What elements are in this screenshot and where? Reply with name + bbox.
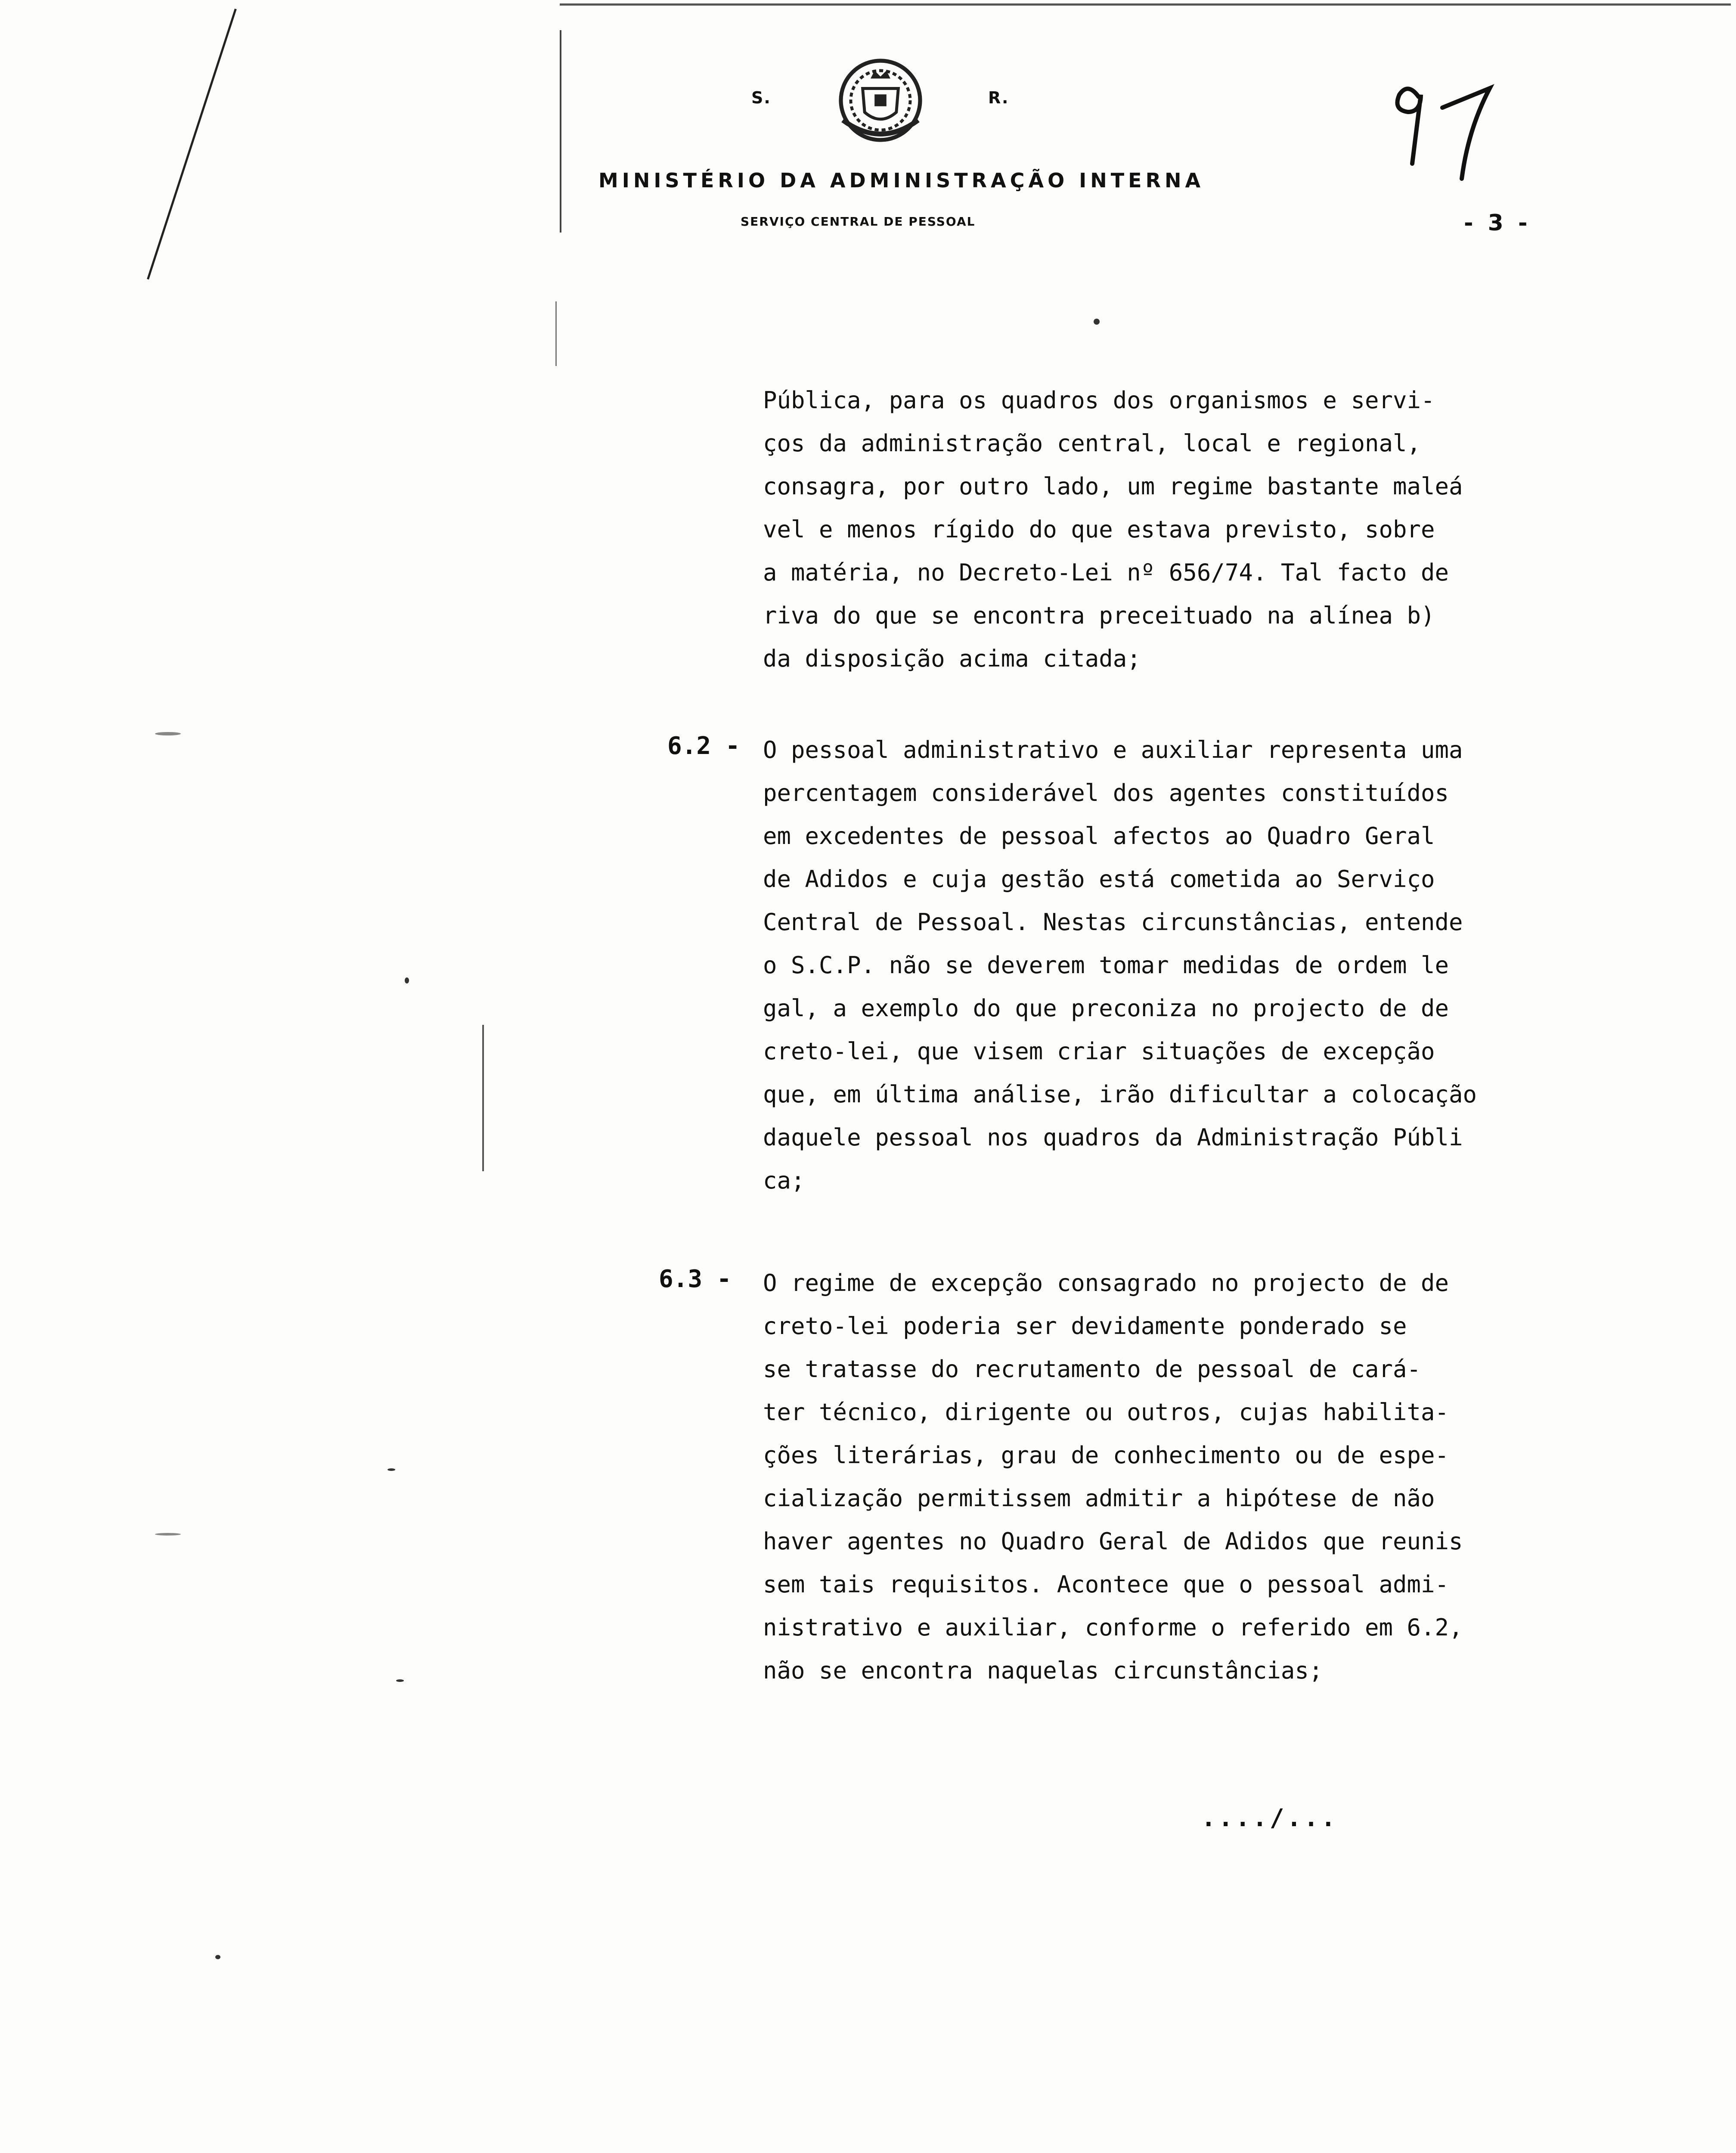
paragraph-line: vel e menos rígido do que estava previsto, sobre: [763, 516, 1435, 543]
scan-speck: [405, 977, 409, 983]
paragraph-line: ter técnico, dirigente ou outros, cujas habilita-: [763, 1399, 1449, 1426]
scan-mark-mid-vertical: [482, 1025, 484, 1171]
header-right-letter: R.: [988, 88, 1009, 107]
paragraph-line: nistrativo e auxiliar, conforme o referido em 6.2,: [763, 1614, 1463, 1641]
scan-mark-left-vertical-2: [555, 301, 557, 366]
scan-mark-left-diagonal: [147, 9, 237, 279]
paragraph-line: ções literárias, grau de conhecimento ou de espe-: [763, 1442, 1449, 1469]
paragraph-line: a matéria, no Decreto-Lei nº 656/74. Tal facto de: [763, 559, 1449, 586]
paragraph-line: Central de Pessoal. Nestas circunstâncias, entende: [763, 909, 1463, 936]
paragraph-line: sem tais requisitos. Acontece que o pessoal admi-: [763, 1571, 1449, 1598]
scan-speck: [1094, 319, 1100, 325]
scan-speck: [155, 732, 181, 735]
paragraph-line: Pública, para os quadros dos organismos e servi-: [763, 387, 1435, 414]
scan-speck: [215, 1955, 220, 1959]
paragraph-line: da disposição acima citada;: [763, 645, 1141, 672]
handwritten-page-number: [1382, 65, 1528, 185]
paragraph-line: em excedentes de pessoal afectos ao Quadro Geral: [763, 822, 1435, 850]
scan-mark-left-vertical: [560, 30, 561, 233]
scan-speck: [396, 1679, 404, 1682]
item-number-6-3: 6.3 -: [659, 1265, 732, 1293]
paragraph-line: o S.C.P. não se deverem tomar medidas de ordem le: [763, 952, 1449, 979]
ministry-name: MINISTÉRIO DA ADMINISTRAÇÃO INTERNA: [598, 169, 1205, 192]
paragraph-line: se tratasse do recrutamento de pessoal de cará-: [763, 1356, 1421, 1383]
paragraph-line: ços da administração central, local e regional,: [763, 430, 1421, 457]
paragraph-line: creto-lei poderia ser devidamente ponderado se: [763, 1312, 1407, 1340]
paragraph-line: O regime de excepção consagrado no projecto de de: [763, 1269, 1449, 1297]
service-name: SERVIÇO CENTRAL DE PESSOAL: [741, 214, 976, 229]
item-6-3-paragraph: [763, 1262, 1463, 1692]
paragraph-line: riva do que se encontra preceituado na alínea b): [763, 602, 1435, 629]
page-number: - 3 -: [1464, 210, 1531, 236]
continuation-mark: ..../...: [1201, 1804, 1338, 1832]
paragraph-line: ca;: [763, 1167, 805, 1194]
paragraph-line: haver agentes no Quadro Geral de Adidos que reunis: [763, 1528, 1463, 1555]
header-left-letter: S.: [751, 88, 771, 107]
paragraph-line: de Adidos e cuja gestão está cometida ao Serviço: [763, 866, 1435, 893]
item-6-2-paragraph: [763, 729, 1477, 1202]
scan-mark-top: [560, 3, 1731, 6]
paragraph-line: daquele pessoal nos quadros da Administração Públi: [763, 1124, 1463, 1151]
paragraph-line: percentagem considerável dos agentes constituídos: [763, 779, 1449, 807]
paragraph-line: que, em última análise, irão dificultar a colocação: [763, 1081, 1477, 1108]
item-number-6-2: 6.2 -: [667, 732, 740, 760]
paragraph-line: gal, a exemplo do que preconiza no projecto de de: [763, 995, 1449, 1022]
paragraph-line: O pessoal administrativo e auxiliar representa uma: [763, 736, 1463, 763]
paragraph-line: consagra, por outro lado, um regime bastante maleá: [763, 473, 1463, 500]
coat-of-arms-icon: [831, 51, 930, 150]
scan-speck: [388, 1468, 395, 1471]
paragraph-line: não se encontra naquelas circunstâncias;: [763, 1657, 1323, 1684]
paragraph-line: creto-lei, que visem criar situações de excepção: [763, 1038, 1435, 1065]
intro-paragraph: [763, 379, 1463, 680]
scan-speck: [155, 1533, 181, 1536]
paragraph-line: cialização permitissem admitir a hipótese de não: [763, 1485, 1435, 1512]
